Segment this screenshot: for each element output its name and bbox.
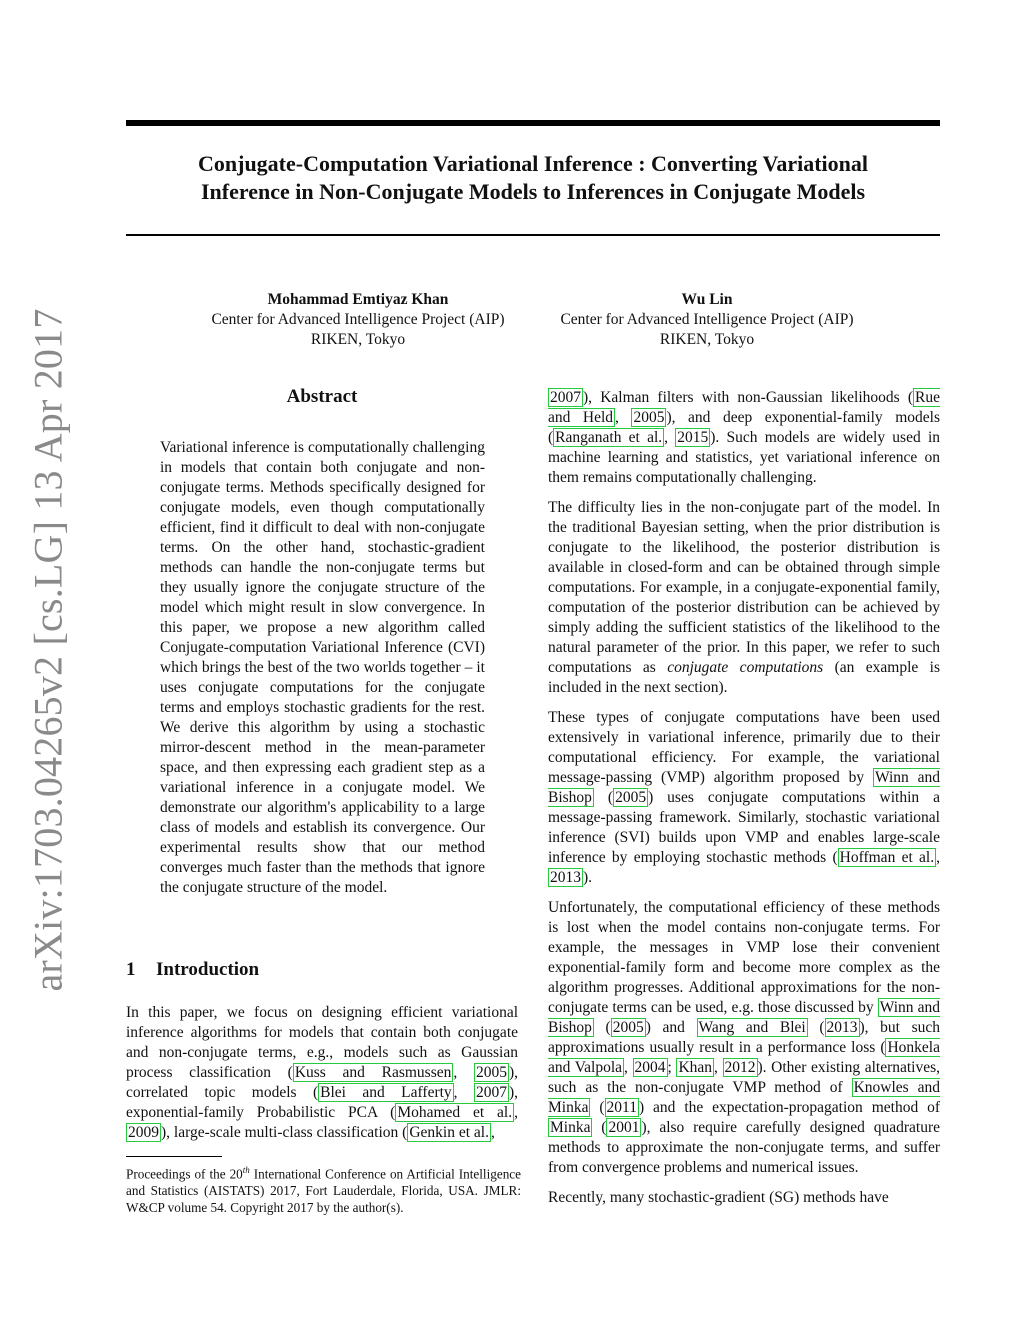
text-run: ), and deep exponential-family models ( xyxy=(548,409,940,446)
abstract-heading: Abstract xyxy=(286,386,358,407)
paragraph-3 xyxy=(548,708,940,888)
citation-link[interactable]: Minka xyxy=(550,1119,591,1136)
citation-link[interactable]: Honkela and Valpola xyxy=(548,1039,940,1076)
citation-link[interactable]: 2005 xyxy=(612,1019,644,1036)
citation-link[interactable]: Winn and Bishop xyxy=(548,769,940,806)
citation-link[interactable]: 2009 xyxy=(128,1124,159,1141)
author-location: RIKEN, Tokyo xyxy=(310,331,406,348)
text-run: ) and xyxy=(645,1019,697,1036)
citation-link[interactable]: 2004 xyxy=(634,1059,666,1076)
title-rule-top xyxy=(126,120,940,126)
text-run: ), also require carefully designed quadrature methods to approximate the non-conjugate terms, and suffer from convergence problems and numerical issues. xyxy=(548,1119,940,1176)
text-run: ( xyxy=(593,789,614,806)
citation-link[interactable]: 2007 xyxy=(550,389,581,406)
citation-link[interactable]: 2005 xyxy=(615,789,647,806)
text-run: ), large-scale multi-class classification ( xyxy=(161,1124,408,1141)
paragraph-4 xyxy=(548,898,940,1178)
citation-link[interactable]: Winn and Bishop xyxy=(548,999,940,1036)
citation-link[interactable]: Mohamed et al. xyxy=(397,1104,513,1121)
citation-link[interactable]: 2001 xyxy=(608,1119,640,1136)
text-run: , xyxy=(615,409,632,426)
text-run: ( xyxy=(592,1119,607,1136)
author-name: Mohammad Emtiyaz Khan xyxy=(267,291,449,308)
text-run: In this paper, we focus on designing efficient variational inference algorithms for models that contain both conjugate and non-conjugate terms, e.g., models such as Gaussian process classification ( xyxy=(126,1004,518,1081)
citation-link[interactable]: Khan xyxy=(678,1059,713,1076)
text-run: ). Other existing alternatives, such as the non-conjugate VMP method of xyxy=(548,1059,941,1096)
text-run: ). Such models are widely used in machine learning and statistics, yet variational inference on them remains computationally challenging. xyxy=(548,429,941,486)
text-run: ), exponential-family Probabilistic PCA ( xyxy=(126,1084,519,1121)
citation-link[interactable]: Rue and Held xyxy=(548,389,940,426)
text-run: ), correlated topic models ( xyxy=(126,1064,518,1101)
citation-link[interactable]: 2011 xyxy=(606,1099,637,1116)
citation-link[interactable]: 2012 xyxy=(724,1059,756,1076)
text-run: (an example is included in the next section). xyxy=(548,659,940,696)
section-number: 1 xyxy=(126,959,136,980)
author-affiliation: Center for Advanced Intelligence Project (AIP) xyxy=(560,311,854,328)
title-line-2: Inference in Non-Conjugate Models to Inferences in Conjugate Models xyxy=(200,179,866,204)
text-run: ( xyxy=(590,1099,605,1116)
footnote-text: Proceedings of the 20 xyxy=(126,1166,243,1182)
title-line-1: Conjugate-Computation Variational Inference : Converting Variational xyxy=(198,151,868,176)
citation-link[interactable]: Genkin et al. xyxy=(409,1124,489,1141)
footnote-divider xyxy=(126,1156,222,1157)
abstract-text: Variational inference is computationally challenging in models that contain both conjugate and non-conjugate terms. Methods specifically designed for conjugate models, even though computationally efficient, find it difficult to deal with non-conjugate terms. On the other hand, stochastic-gradient methods can handle the non-conjugate terms but they usually ignore the conjugate structure of the model which might result in slow convergence. In this paper, we propose a new algorithm called Conjugate-computation Variational Inference (CVI) which brings the best of the two worlds together – it uses conjugate computations for the conjugate terms and employs stochastic gradients for the rest. We derive this algorithm by using a stochastic mirror-descent method in the mean-parameter space, and then expressing each gradient step as a variational inference in a conjugate model. We demonstrate our algorithm's applicability to a large class of models and establish its convergence. Our experimental results show that our method converges much faster than the methods that ignore the conjugate structure of the model. xyxy=(160,439,485,896)
page-title xyxy=(126,150,940,206)
text-run: , xyxy=(453,1084,474,1101)
emphasis-term: conjugate computations xyxy=(667,659,824,676)
text-run: , xyxy=(624,1059,633,1076)
text-run: Unfortunately, the computational efficiency of these methods is lost when the model contains non-conjugate terms. For example, the messages in VMP lose their convenient exponential-family form and become more complex as the algorithm progresses. Additional approximations for the non-conjugate terms can be used, e.g. those discussed by xyxy=(548,899,940,1016)
text-run: ), but such approximations usually result in a performance loss ( xyxy=(548,1019,940,1056)
text-run: ) and the expectation-propagation method of xyxy=(638,1099,941,1116)
section-title: Introduction xyxy=(156,959,260,980)
citation-link[interactable]: 2005 xyxy=(475,1064,507,1081)
citation-link[interactable]: 2013 xyxy=(550,869,581,886)
author-block-2 xyxy=(527,290,887,350)
text-run: ). xyxy=(583,869,593,886)
paragraph-5 xyxy=(548,1188,940,1208)
author-location: RIKEN, Tokyo xyxy=(659,331,755,348)
author-name: Wu Lin xyxy=(681,291,733,308)
text-run: , xyxy=(490,1124,495,1141)
paragraph-1 xyxy=(548,388,940,488)
arxiv-identifier: arXiv:1703.04265v2 [cs.LG] 13 Apr 2017 xyxy=(25,308,71,992)
author-affiliation: Center for Advanced Intelligence Project (AIP) xyxy=(211,311,505,328)
citation-link[interactable]: Wang and Blei xyxy=(698,1019,806,1036)
text-run: ( xyxy=(807,1019,825,1036)
citation-link[interactable]: 2015 xyxy=(677,429,709,446)
text-run: ), Kalman filters with non-Gaussian likelihoods ( xyxy=(583,389,914,406)
paragraph-2 xyxy=(548,498,940,698)
text-run: ( xyxy=(593,1019,611,1036)
text-run: , xyxy=(453,1064,474,1081)
text-run: , xyxy=(936,849,940,866)
citation-link[interactable]: Knowles and Minka xyxy=(548,1079,940,1116)
text-run: ) uses conjugate computations within a message-passing framework. Similarly, stochastic variational inference (SVI) builds upon VMP and enables large-scale inference by employing stochastic methods ( xyxy=(548,789,940,866)
text-run: Recently, many stochastic-gradient (SG) methods have xyxy=(548,1189,889,1206)
citation-link[interactable]: Kuss and Rasmussen xyxy=(294,1064,452,1081)
citation-link[interactable]: Blei and Lafferty xyxy=(320,1084,452,1101)
footnote xyxy=(126,1162,521,1216)
text-run: , xyxy=(714,1059,723,1076)
citation-link[interactable]: 2013 xyxy=(826,1019,858,1036)
title-rule-bottom xyxy=(126,234,940,236)
author-block-1 xyxy=(178,290,538,350)
text-run: , xyxy=(664,429,676,446)
footnote-superscript: th xyxy=(242,1165,250,1175)
text-run: , xyxy=(514,1104,518,1121)
citation-link[interactable]: 2005 xyxy=(633,409,665,426)
right-column xyxy=(548,388,940,1218)
text-run: The difficulty lies in the non-conjugate part of the model. In the traditional Bayesian setting, when the prior distribution is conjugate to the likelihood, the posterior distribution is available in closed-form and can be obtained through simple computations. For example, in a conjugate-exponential family, computation of the posterior distribution can be achieved by simply adding the sufficient statistics of the likelihood to the natural parameter of the prior. In this paper, we refer to such computations as xyxy=(548,499,940,676)
text-run: These types of conjugate computations have been used extensively in variational inference, primarily due to their computational efficiency. For example, the variational message-passing (VMP) algorithm proposed by xyxy=(548,709,940,786)
section-heading-introduction xyxy=(126,959,518,981)
text-run: ; xyxy=(667,1059,677,1076)
introduction-paragraph xyxy=(126,1003,518,1143)
footnote-text: International Conference on Artificial Intelligence and Statistics (AISTATS) 2017, Fort Lauderdale, Florida, USA. JMLR: W&CP volume 54. Copyright 2017 by the author(s). xyxy=(126,1166,521,1216)
citation-link[interactable]: Hoffman et al. xyxy=(839,849,935,866)
citation-link[interactable]: 2007 xyxy=(475,1084,507,1101)
citation-link[interactable]: Ranganath et al. xyxy=(555,429,663,446)
